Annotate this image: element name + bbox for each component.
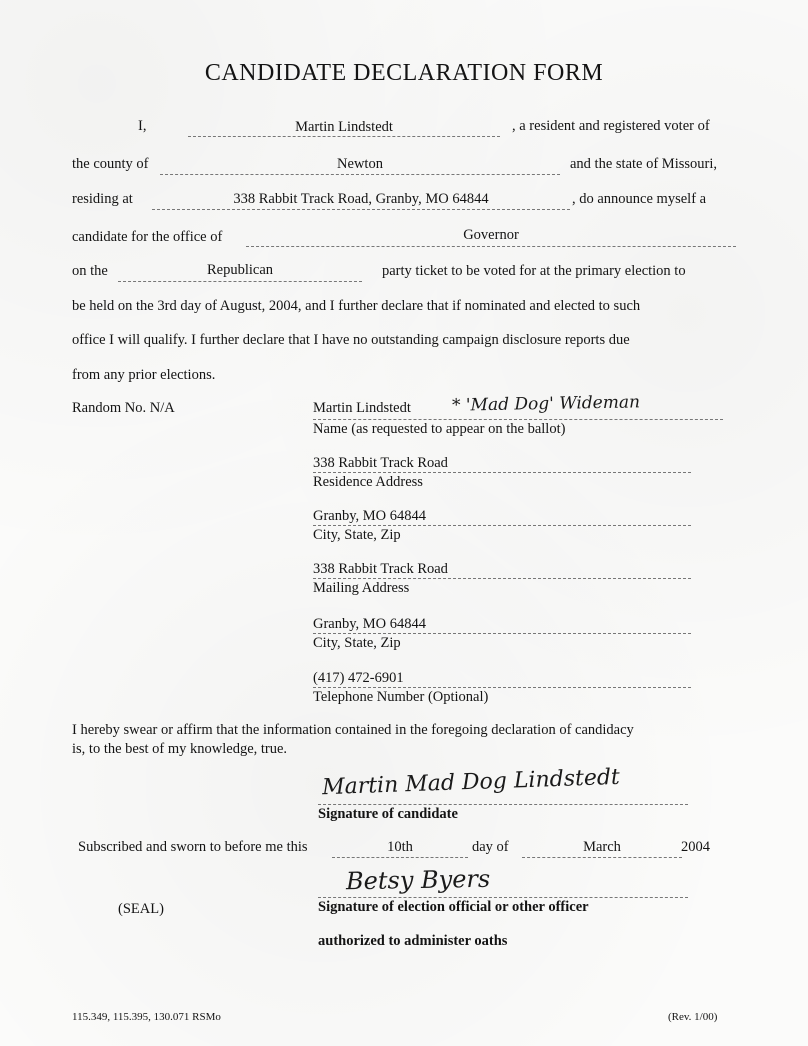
city2-label: City, State, Zip — [313, 635, 401, 651]
line6: be held on the 3rd day of August, 2004, and I further declare that if nominated and elected to such — [72, 298, 641, 314]
ballot-name-handwritten: * 'Mad Dog' Wideman — [451, 392, 641, 416]
line7: office I will qualify. I further declare that I have no outstanding campaign disclosure reports due — [72, 332, 630, 348]
phone-value: (417) 472-6901 — [313, 670, 404, 686]
candidate-signature: Martin Mad Dog Lindstedt — [321, 764, 621, 801]
mailing-address-line — [313, 578, 691, 579]
form-title: CANDIDATE DECLARATION FORM — [204, 60, 604, 86]
residence-address-value: 338 Rabbit Track Road — [313, 455, 448, 471]
candidate-signature-line — [318, 804, 688, 805]
line2-suffix: and the state of Missouri, — [570, 156, 717, 172]
ballot-name-label: Name (as requested to appear on the ballot) — [313, 421, 566, 437]
phone-label: Telephone Number (Optional) — [313, 689, 489, 705]
city1-line — [313, 525, 691, 526]
sworn-mid: day of — [472, 839, 509, 855]
official-signature-label-1: Signature of election official or other officer — [318, 899, 589, 915]
line1-prefix: I, — [138, 118, 147, 134]
office-value: Governor — [463, 227, 519, 243]
city1-value: Granby, MO 64844 — [313, 508, 427, 524]
city2-value: Granby, MO 64844 — [313, 616, 427, 632]
city1-label: City, State, Zip — [313, 527, 401, 543]
sworn-day-value: 10th — [387, 839, 413, 855]
sworn-prefix: Subscribed and sworn to before me this — [78, 839, 308, 855]
office-line — [246, 246, 736, 247]
oath-line2: is, to the best of my knowledge, true. — [72, 741, 288, 757]
sworn-month-value: March — [583, 839, 621, 855]
oath-line1: I hereby swear or affirm that the information contained in the foregoing declaration of candidacy — [72, 722, 634, 738]
line5-prefix: on the — [72, 263, 108, 279]
ballot-name-value: Martin Lindstedt — [313, 400, 411, 416]
residence-address-label: Residence Address — [313, 474, 423, 490]
line4-prefix: candidate for the office of — [72, 229, 223, 245]
official-signature-label-2: authorized to administer oaths — [318, 933, 508, 949]
ballot-name-line — [313, 419, 723, 420]
seal-label: (SEAL) — [118, 901, 164, 917]
residence-address-line — [313, 472, 691, 473]
sworn-year: 2004 — [681, 839, 710, 855]
mailing-address-value: 338 Rabbit Track Road — [313, 561, 448, 577]
party-line — [118, 281, 362, 282]
line2-prefix: the county of — [72, 156, 149, 172]
line3-prefix: residing at — [72, 191, 133, 207]
county-value: Newton — [337, 156, 383, 172]
sworn-day-line — [332, 857, 468, 858]
official-signature-line — [318, 897, 688, 898]
line1-suffix: , a resident and registered voter of — [512, 118, 710, 134]
candidate-signature-label: Signature of candidate — [318, 806, 458, 822]
statutes-footer: 115.349, 115.395, 130.071 RSMo — [72, 1011, 221, 1023]
candidate-name-value: Martin Lindstedt — [295, 119, 393, 135]
county-line — [160, 174, 560, 175]
candidate-name-line — [188, 136, 500, 137]
line5-suffix: party ticket to be voted for at the primary election to — [382, 263, 686, 279]
revision-footer: (Rev. 1/00) — [668, 1011, 718, 1023]
official-signature: Betsy Byers — [345, 864, 491, 896]
line8: from any prior elections. — [72, 367, 216, 383]
line3-suffix: , do announce myself a — [572, 191, 707, 207]
party-value: Republican — [206, 262, 274, 278]
phone-line — [313, 687, 691, 688]
random-number: Random No. N/A — [72, 400, 175, 416]
city2-line — [313, 633, 691, 634]
sworn-month-line — [522, 857, 682, 858]
mailing-address-label: Mailing Address — [313, 580, 410, 596]
residence-line — [152, 209, 570, 210]
residence-value: 338 Rabbit Track Road, Granby, MO 64844 — [233, 191, 489, 207]
